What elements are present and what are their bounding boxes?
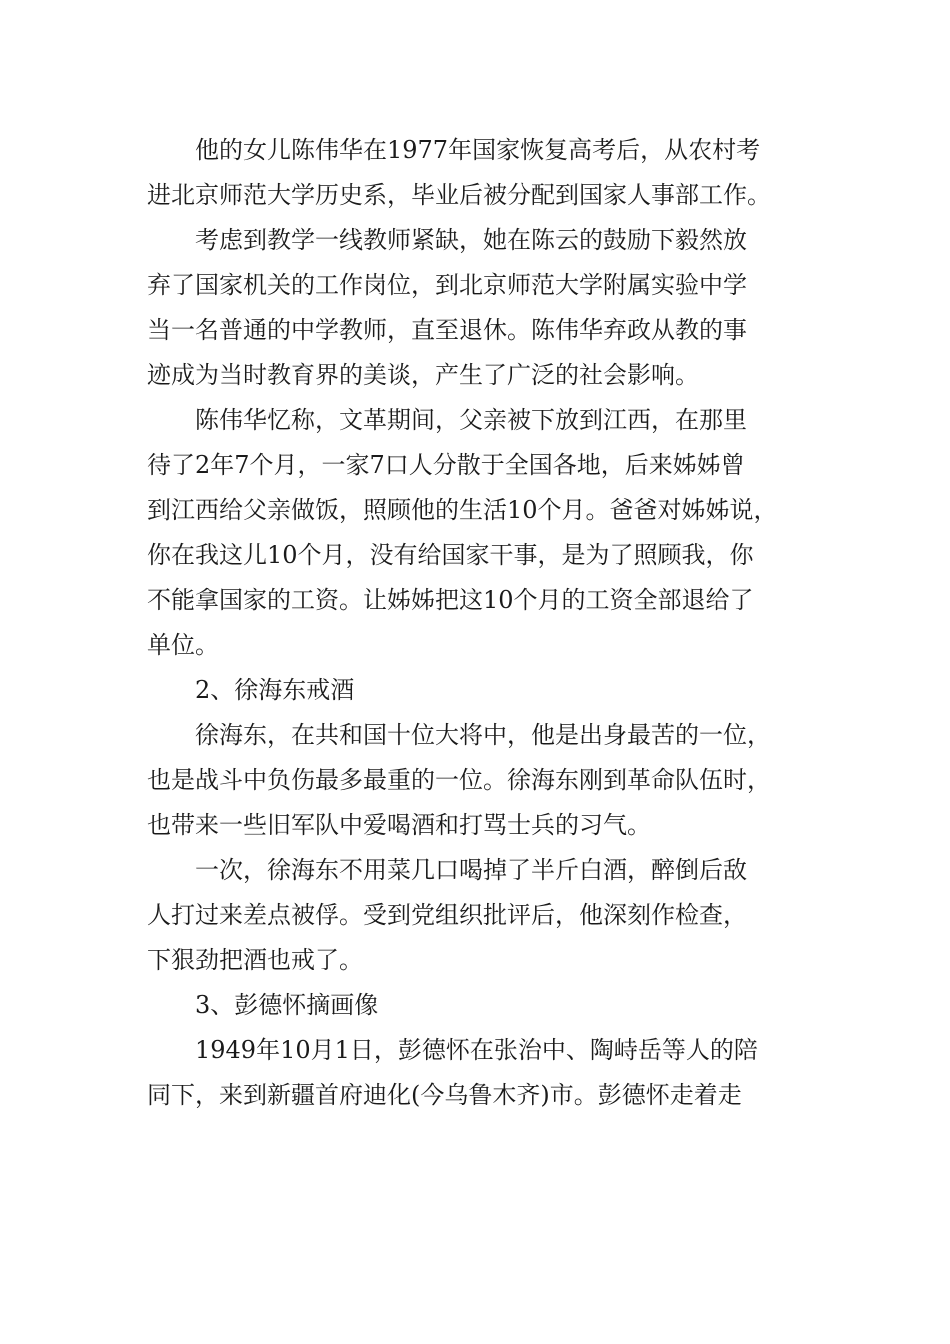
text-line: 单位。: [147, 631, 219, 659]
text-line: 进北京师范大学历史系，毕业后被分配到国家人事部工作。: [147, 181, 771, 209]
text-line: 他的女儿陈伟华在1977年国家恢复高考后，从农村考: [195, 136, 761, 164]
text-line: 当一名普通的中学教师，直至退休。陈伟华弃政从教的事: [147, 316, 747, 344]
text-line: 1949年10月1日，彭德怀在张治中、陶峙岳等人的陪: [195, 1036, 758, 1064]
section-heading: 2、徐海东戒酒: [195, 676, 355, 704]
text-line: 也是战斗中负伤最多最重的一位。徐海东刚到革命队伍时，: [147, 766, 771, 794]
section-heading: 3、彭德怀摘画像: [195, 991, 379, 1019]
text-line: 到江西给父亲做饭，照顾他的生活10个月。爸爸对姊姊说，: [147, 496, 778, 524]
text-line: 考虑到教学一线教师紧缺，她在陈云的鼓励下毅然放: [195, 226, 747, 254]
text-line: 陈伟华忆称，文革期间，父亲被下放到江西，在那里: [195, 406, 747, 434]
text-line: 迹成为当时教育界的美谈，产生了广泛的社会影响。: [147, 361, 699, 389]
text-line: 人打过来差点被俘。受到党组织批评后，他深刻作检查，: [147, 901, 747, 929]
text-line: 你在我这儿10个月，没有给国家干事，是为了照顾我，你: [147, 541, 754, 569]
text-line: 也带来一些旧军队中爱喝酒和打骂士兵的习气。: [147, 811, 651, 839]
text-line: 不能拿国家的工资。让姊姊把这10个月的工资全部退给了: [147, 586, 754, 614]
text-line: 同下，来到新疆首府迪化(今乌鲁木齐)市。彭德怀走着走: [147, 1081, 742, 1109]
text-line: 弃了国家机关的工作岗位，到北京师范大学附属实验中学: [147, 271, 747, 299]
text-line: 待了2年7个月，一家7口人分散于全国各地，后来姊姊曾: [147, 451, 745, 479]
text-line: 一次，徐海东不用菜几口喝掉了半斤白酒，醉倒后敌: [195, 856, 747, 884]
text-line: 徐海东，在共和国十位大将中，他是出身最苦的一位，: [195, 721, 771, 749]
body-text: [147, 128, 807, 1118]
text-line: 下狠劲把酒也戒了。: [147, 946, 363, 974]
